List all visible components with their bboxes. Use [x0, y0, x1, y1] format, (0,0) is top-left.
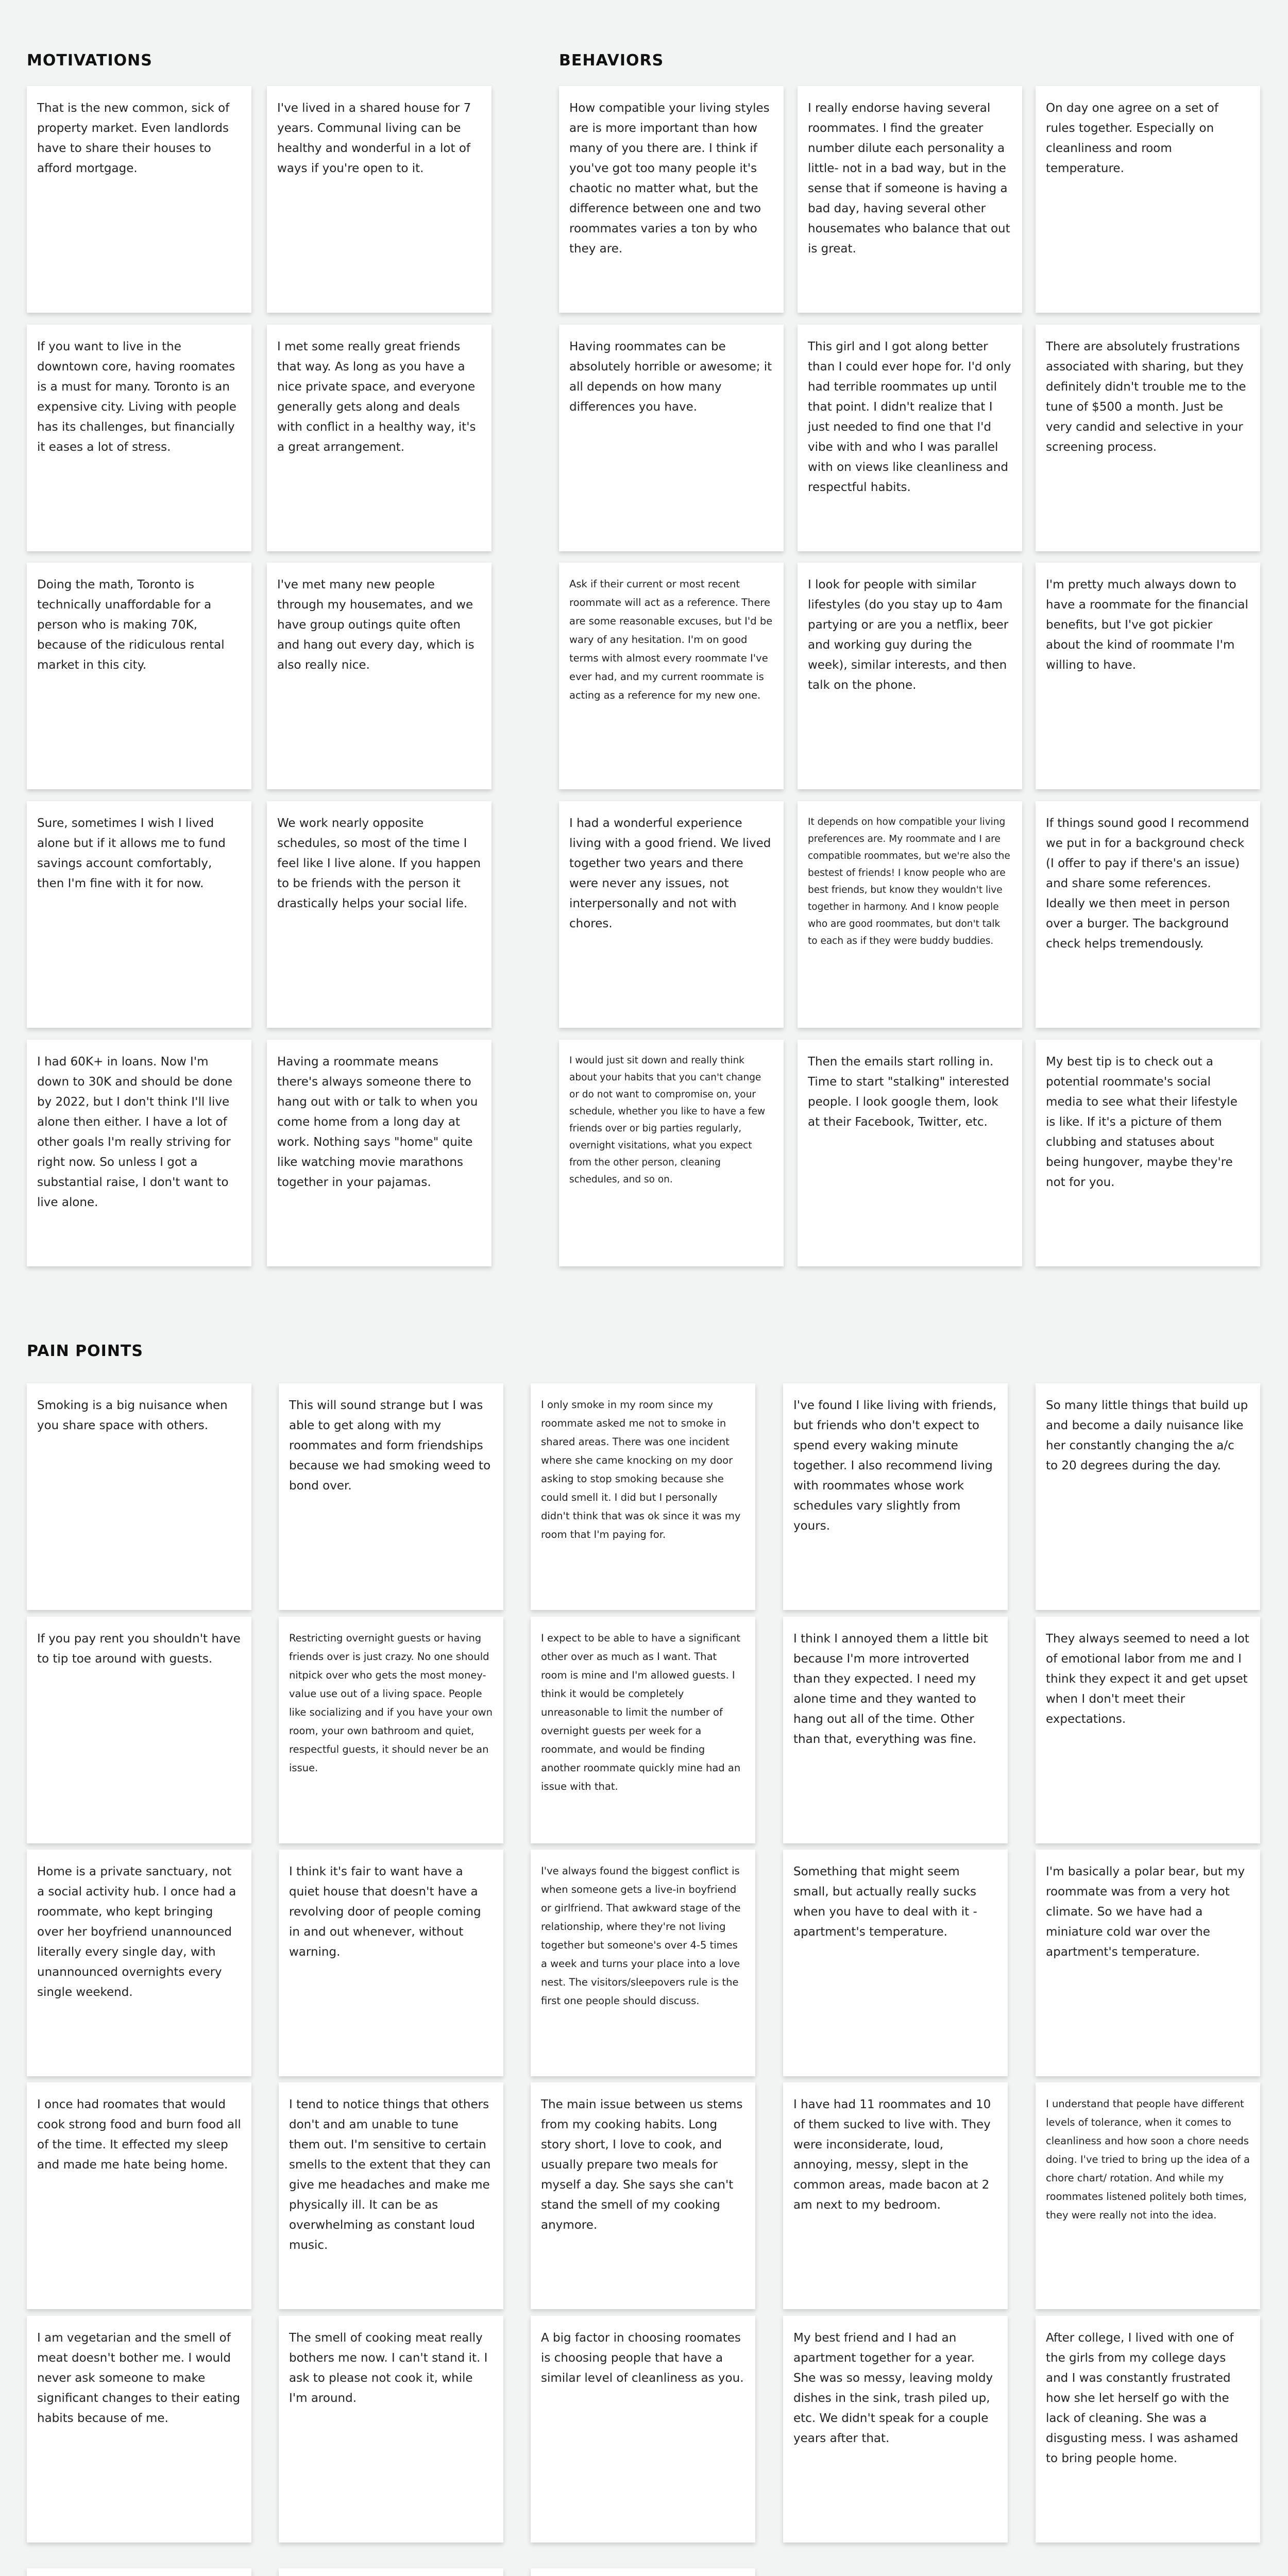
sticky-note[interactable] — [279, 1850, 503, 2076]
sticky-note-text: It depends on how compatible your living preferences are. My roommate and I are compatible roommates, but we're also the bestest of friends! I know people who are best friends, but know they wouldn't live together in harmony. And I know people who are good roommates, but don't talk to each as if they were buddy buddies. — [808, 817, 1010, 946]
sticky-note[interactable] — [267, 86, 492, 313]
sticky-note-text: This will sound strange but I was able to get along with my roommates and form friendships because we had smoking weed to bond over. — [289, 1399, 491, 1493]
sticky-note[interactable] — [559, 1040, 784, 1266]
sticky-note[interactable] — [798, 325, 1022, 551]
sticky-note-text: Restricting overnight guests or having friends over is just crazy. No one should nitpick over who gets the most money-value use out of a living space. People like socializing and if you have your own room, your own bathroom and quiet, respectful guests, it should never be an issue. — [289, 1632, 493, 1774]
sticky-note[interactable] — [531, 1850, 755, 2076]
sticky-note-text: I've always found the biggest conflict is when someone gets a live-in boyfriend or girlfriend. That awkward stage of the relationship, where they're not living together but someone's over 4-5 times a week and turns your place into a love nest. The visitors/sleepovers rule is the first one people should discuss. — [541, 1865, 741, 2007]
sticky-note-text: I've found I like living with friends, but friends who don't expect to spend every waking minute together. I also recommend living with roommates whose work schedules vary slightly from yours. — [793, 1399, 997, 1533]
sticky-note[interactable] — [559, 325, 784, 551]
sticky-note-text: I understand that people have different levels of tolerance, when it comes to cleanliness and how soon a chore needs doing. I've tried to bring up the idea of a chore chart/ rotation. And while my roommates listened politely both times, they were really not into the idea. — [1046, 2098, 1250, 2221]
sticky-note[interactable] — [798, 1040, 1022, 1266]
sticky-note-text: I'm basically a polar bear, but my roommate was from a very hot climate. So we have had a miniature cold war over the apartment's temperature. — [1046, 1865, 1245, 1959]
sticky-note[interactable] — [27, 2568, 251, 2576]
sticky-note-text: I'm pretty much always down to have a roommate for the financial benefits, but I've got pickier about the kind of roommate I'm willing to have. — [1046, 578, 1248, 672]
sticky-note[interactable] — [531, 2316, 755, 2543]
sticky-note-text: I have had 11 roommates and 10 of them sucked to live with. They were inconsiderate, loud, annoying, messy, slept in the common areas, made bacon at 2 am next to my bedroom. — [793, 2098, 991, 2212]
sticky-note-text: I think I annoyed them a little bit because I'm more introverted than they expected. I need my alone time and they wanted to hang out all of the time. Other than that, everything was fine. — [793, 1632, 988, 1746]
sticky-note-text: Sure, sometimes I wish I lived alone but if it allows me to fund savings account comfortably, then I'm fine with it for now. — [37, 817, 226, 890]
sticky-note-text: I had a wonderful experience living with a good friend. We lived together two years and there were never any issues, not interpersonally and not with chores. — [569, 817, 771, 930]
section-title-pain-points: PAIN POINTS — [27, 1342, 143, 1360]
sticky-note-text: If things sound good I recommend we put in for a background check (I offer to pay if there's an issue) and share some references. Ideally we then meet in person over a burger. The background check helps tremendously. — [1046, 817, 1249, 951]
sticky-note[interactable] — [279, 1617, 503, 1843]
sticky-note[interactable] — [783, 2082, 1008, 2309]
sticky-note[interactable] — [1036, 2316, 1260, 2543]
sticky-note-text: After college, I lived with one of the girls from my college days and I was constantly frustrated how she let herself go with the lack of cleaning. She was a disgusting mess. I was ashamed to bring people home. — [1046, 2331, 1239, 2465]
sticky-note[interactable] — [27, 325, 251, 551]
sticky-note[interactable] — [27, 2316, 251, 2543]
sticky-note[interactable] — [267, 563, 492, 789]
sticky-note-text: I think it's fair to want have a quiet house that doesn't have a revolving door of people coming in and out whenever, without warning. — [289, 1865, 481, 1959]
sticky-note[interactable] — [1036, 1383, 1260, 1610]
sticky-note[interactable] — [1036, 86, 1260, 313]
sticky-note[interactable] — [27, 801, 251, 1028]
sticky-note[interactable] — [267, 1040, 492, 1266]
sticky-note-text: I really endorse having several roommates. I find the greater number dilute each personality a little- not in a bad way, but in the sense that if someone is having a bad day, having several other housemates who balance that out is great. — [808, 101, 1010, 256]
sticky-note-text: I am vegetarian and the smell of meat doesn't bother me. I would never ask someone to make significant changes to their eating habits because of me. — [37, 2331, 241, 2425]
sticky-note-text: Home is a private sanctuary, not a social activity hub. I once had a roommate, who kept bringing over her boyfriend unannounced literally every single day, with unannounced overnights every single weekend. — [37, 1865, 236, 1999]
sticky-note[interactable] — [1036, 1850, 1260, 2076]
sticky-note-text: Something that might seem small, but actually really sucks when you have to deal with it - apartment's temperature. — [793, 1865, 977, 1939]
sticky-note-text: There are absolutely frustrations associated with sharing, but they definitely didn't trouble me to the tune of $500 a month. Just be very candid and selective in your screening process. — [1046, 340, 1246, 454]
sticky-note-text: I tend to notice things that others don't and am unable to tune them out. I'm sensitive to certain smells to the extent that they can give me headaches and make me physically ill. It can be as overwhelming as constant loud music. — [289, 2098, 491, 2252]
sticky-note-text: On day one agree on a set of rules together. Especially on cleanliness and room temperature. — [1046, 101, 1218, 175]
sticky-note-text: That is the new common, sick of property market. Even landlords have to share their houses to afford mortgage. — [37, 101, 230, 175]
sticky-note[interactable] — [27, 1040, 251, 1266]
sticky-note-text: My best friend and I had an apartment together for a year. She was so messy, leaving moldy dishes in the sink, trash piled up, etc. We didn't speak for a couple years after that. — [793, 2331, 993, 2445]
sticky-note-text: I met some really great friends that way. As long as you have a nice private space, and everyone generally gets along and deals with conflict in a healthy way, it's a great arrangement. — [277, 340, 476, 454]
sticky-note-text: If you want to live in the downtown core, having roomates is a must for many. Toronto is an expensive city. Living with people has its challenges, but financially it eases a lot of stress. — [37, 340, 236, 454]
sticky-note[interactable] — [27, 86, 251, 313]
sticky-note-text: Ask if their current or most recent roommate will act as a reference. There are some reasonable excuses, but I'd be wary of any hesitation. I'm on good terms with almost every roommate I've ever had, and my current roommate is acting as a reference for my new one. — [569, 578, 773, 701]
sticky-note-text: I had 60K+ in loans. Now I'm down to 30K and should be done by 2022, but I don't think I'll live alone then either. I have a lot of other goals I'm really striving for right now. So unless I got a substantial raise, I don't want to live alone. — [37, 1055, 232, 1209]
sticky-note-text: I expect to be able to have a significant other over as much as I want. That room is mine and I'm allowed guests. I think it would be completely unreasonable to limit the number of overnight guests per week for a roommate, and would be finding another roommate quickly mine had an issue with that. — [541, 1632, 741, 1792]
sticky-note[interactable] — [783, 2316, 1008, 2543]
sticky-note-text: A big factor in choosing roomates is choosing people that have a similar level of cleanliness as you. — [541, 2331, 744, 2385]
sticky-note[interactable] — [27, 2082, 251, 2309]
sticky-note-text: My best tip is to check out a potential roommate's social media to see what their lifestyle is like. If it's a picture of them clubbing and statuses about being hungover, maybe they're not for you. — [1046, 1055, 1238, 1189]
sticky-note-text: The smell of cooking meat really bothers me now. I can't stand it. I ask to please not cook it, while I'm around. — [289, 2331, 488, 2405]
sticky-note-text: Having a roommate means there's always someone there to hang out with or talk to when you come home from a long day at work. Nothing says "home" quite like watching movie marathons together in your pajamas. — [277, 1055, 478, 1189]
sticky-note[interactable] — [1036, 1040, 1260, 1266]
sticky-note-text: If you pay rent you shouldn't have to tip toe around with guests. — [37, 1632, 241, 1666]
sticky-note[interactable] — [559, 563, 784, 789]
sticky-note[interactable] — [27, 1850, 251, 2076]
sticky-note-text: I only smoke in my room since my roommate asked me not to smoke in shared areas. There was one incident where she came knocking on my door asking to stop smoking because she could smell it. I did but I personally didn't think that was ok since it was my room that I'm paying for. — [541, 1399, 741, 1540]
sticky-note-text: I look for people with similar lifestyles (do you stay up to 4am partying or are you a netflix, beer and working guy during the week), similar interests, and then talk on the phone. — [808, 578, 1009, 692]
sticky-note[interactable] — [267, 325, 492, 551]
sticky-note-text: Doing the math, Toronto is technically unaffordable for a person who is making 70K, because of the ridiculous rental market in this city. — [37, 578, 225, 672]
sticky-note[interactable] — [798, 563, 1022, 789]
sticky-note[interactable] — [783, 1617, 1008, 1843]
sticky-note-text: I've lived in a shared house for 7 years. Communal living can be healthy and wonderful in a lot of ways if you're open to it. — [277, 101, 471, 175]
sticky-note[interactable] — [1036, 801, 1260, 1028]
sticky-note[interactable] — [279, 2568, 503, 2576]
sticky-note-text: Then the emails start rolling in. Time to start "stalking" interested people. I look google them, look at their Facebook, Twitter, etc. — [808, 1055, 1009, 1129]
sticky-note[interactable] — [1036, 1617, 1260, 1843]
sticky-note-text: I would just sit down and really think about your habits that you can't change or do not want to compromise on, your schedule, whether you like to have a few friends over or big parties regularly, overnight visitations, what you expect from the other person, cleaning schedules, and so on. — [569, 1055, 766, 1185]
sticky-note[interactable] — [531, 1617, 755, 1843]
sticky-note-text: So many little things that build up and become a daily nuisance like her constantly changing the a/c to 20 degrees during the day. — [1046, 1399, 1248, 1472]
sticky-note[interactable] — [1036, 2082, 1260, 2309]
sticky-note[interactable] — [798, 801, 1022, 1028]
section-title-motivations: MOTIVATIONS — [27, 52, 152, 70]
sticky-note[interactable] — [27, 1383, 251, 1610]
sticky-note[interactable] — [279, 1383, 503, 1610]
sticky-note[interactable] — [279, 2082, 503, 2309]
sticky-note-text: We work nearly opposite schedules, so most of the time I feel like I live alone. If you happen to be friends with the person it drastically helps your social life. — [277, 817, 481, 910]
sticky-note[interactable] — [559, 86, 784, 313]
sticky-note[interactable] — [559, 801, 784, 1028]
sticky-note[interactable] — [1036, 325, 1260, 551]
sticky-note-text: I once had roomates that would cook strong food and burn food all of the time. It effected my sleep and made me hate being home. — [37, 2098, 241, 2172]
sticky-note[interactable] — [531, 2082, 755, 2309]
sticky-note-text: I've met many new people through my housemates, and we have group outings quite often and hang out every day, which is also really nice. — [277, 578, 474, 672]
sticky-note[interactable] — [279, 2316, 503, 2543]
section-title-behaviors: BEHAVIORS — [559, 52, 664, 70]
sticky-note[interactable] — [783, 1850, 1008, 2076]
sticky-note[interactable] — [783, 1383, 1008, 1610]
sticky-note-text: How compatible your living styles are is more important than how many of you there are. I think if you've got too many people it's chaotic no matter what, but the difference between one and two roommates varies a ton by who they are. — [569, 101, 770, 256]
sticky-note[interactable] — [798, 86, 1022, 313]
sticky-note-text: Having roommates can be absolutely horrible or awesome; it all depends on how many differences you have. — [569, 340, 772, 414]
sticky-note-text: Smoking is a big nuisance when you share space with others. — [37, 1399, 228, 1432]
sticky-note[interactable] — [27, 563, 251, 789]
sticky-note-text: The main issue between us stems from my cooking habits. Long story short, I love to cook, and usually prepare two meals for myself a day. She says she can't stand the smell of my cooking anymore. — [541, 2098, 743, 2232]
sticky-note[interactable] — [531, 1383, 755, 1610]
sticky-note[interactable] — [531, 2568, 755, 2576]
sticky-note-text: This girl and I got along better than I could ever hope for. I'd only had terrible roommates up until that point. I didn't realize that I just needed to find one that I'd vibe with and who I was parallel with on views like cleanliness and respectful habits. — [808, 340, 1011, 494]
sticky-note[interactable] — [1036, 563, 1260, 789]
sticky-note[interactable] — [27, 1617, 251, 1843]
sticky-note[interactable] — [267, 801, 492, 1028]
sticky-note-text: They always seemed to need a lot of emotional labor from me and I think they expect it and get upset when I don't meet their expectations. — [1046, 1632, 1249, 1726]
